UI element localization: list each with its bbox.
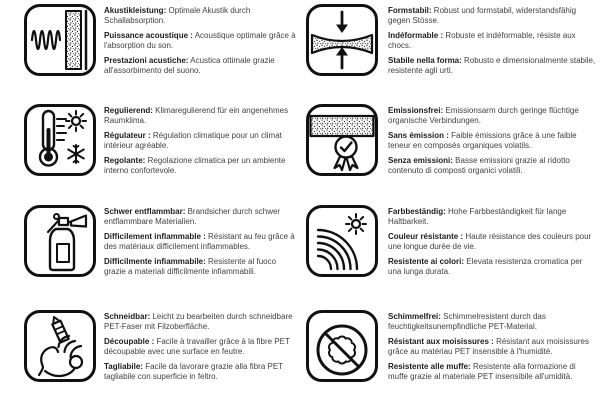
feature-card-emission-free [300,104,600,205]
text-it: Robusto e dimensionalmente stabile, resistente agli urti. [388,56,596,75]
text-de: Leicht zu bearbeiten durch schneidbare PET-Faser mit Filzoberfläche. [104,312,293,331]
shape-stability-icon [306,4,378,76]
text-it: Facile da lavorare grazie alla fibra PET tagliabile con superficie in feltro. [104,362,283,381]
feature-text-shape-stability [388,4,596,81]
text-it: Resistente alla formazione di muffe grazie al materiale PET insensibile all'umidità. [388,362,576,381]
label-fr: Difficilement inflammable : [104,232,206,241]
feature-text-acoustic [104,4,300,81]
color-fastness-icon [306,205,378,277]
label-de: Regulierend: [104,106,153,115]
feature-text-color-fastness [388,205,596,282]
label-it: Difficilmente infiammabile: [104,257,206,266]
text-it: Regolazione climatica per un ambiente interno confortevole. [104,156,286,175]
text-it: Basse emissioni grazie al ridotto contenuto di composti organici volatili. [388,156,570,175]
feature-card-acoustic [0,4,300,104]
label-fr: Résistant aux moisissures : [388,337,494,346]
text-de: Schimmelresistent durch das feuchtigkeitsunempfindliche PET-Material. [388,312,546,331]
feature-card-climate [0,104,300,205]
text-fr: Faible émissions grâce à une faible teneur en composés organiques volatils. [388,131,577,150]
text-de: Klimaregulierend für ein angenehmes Raumklima. [104,106,289,125]
feature-text-flame-retardant [104,205,300,282]
label-it: Resistente ai colori: [388,257,465,266]
label-de: Schimmelfrei: [388,312,441,321]
text-de: Emissionsarm durch geringe flüchtige organische Verbindungen. [388,106,579,125]
feature-text-emission-free [388,104,596,181]
label-de: Schwer entflammbar: [104,207,186,216]
feature-text-mold-free [388,310,596,387]
text-it: Elevata resistenza cromatica per una lunga durata. [388,257,583,276]
label-fr: Puissance acoustique : [104,31,193,40]
text-de: Brandsicher durch schwer entflammbare Materialien. [104,207,281,226]
label-it: Stabile nella forma: [388,56,462,65]
feature-card-shape-stability [300,4,600,104]
text-it: Resistente al fuoco grazie a materiali difficilmente infiammabili. [104,257,277,276]
label-it: Prestazioni acustiche: [104,56,189,65]
no-mold-icon [306,310,378,382]
label-de: Schneidbar: [104,312,151,321]
label-de: Emissionsfrei: [388,106,444,115]
label-fr: Découpable : [104,337,155,346]
emission-free-icon [306,104,378,176]
text-fr: Robuste et indéformable, résiste aux chocs. [388,31,576,50]
text-de: Robust und formstabil, widerstandsfähig gegen Stösse. [388,6,577,25]
label-it: Regolante: [104,156,146,165]
climate-regulation-icon [24,104,96,176]
feature-text-climate [104,104,300,181]
label-fr: Couleur résistante : [388,232,464,241]
feature-card-cuttable [0,310,300,404]
label-de: Akustikleistung: [104,6,167,15]
text-it: Acustica ottimale grazie all'assorbimento del suono. [104,56,275,75]
feature-card-flame-retardant [0,205,300,310]
sound-absorption-icon [24,4,96,76]
label-it: Senza emissioni: [388,156,453,165]
label-de: Farbbeständig: [388,207,446,216]
label-it: Tagliabile: [104,362,143,371]
text-fr: Acoustique optimale grâce à l'absorption du son. [104,31,296,50]
text-fr: Haute résistance des couleurs pour une longue durée de vie. [388,232,592,251]
label-de: Formstabil: [388,6,432,15]
hand-cutter-icon [24,310,96,382]
label-fr: Régulateur : [104,131,151,140]
feature-card-color-fastness [300,205,600,310]
text-fr: Facile à travailler grâce à la fibre PET découpable avec une surface en feutre. [104,337,290,356]
label-fr: Sans émission : [388,131,449,140]
feature-text-cuttable [104,310,300,387]
fire-extinguisher-icon [24,205,96,277]
label-fr: Indéformable : [388,31,444,40]
feature-card-mold-free [300,310,600,404]
text-fr: Résistant aux moisissures grâce au matériau PET insensible à l'humidité. [388,337,589,356]
text-fr: Régulation climatique pour un climat intérieur agréable. [104,131,282,150]
label-it: Resistente alle muffe: [388,362,471,371]
text-fr: Résistant au feu grâce à des matériaux difficilement inflammables. [104,232,295,251]
text-de: Hohe Farbbeständigkeit für lange Haltbarkeit. [388,207,567,226]
text-de: Optimale Akustik durch Schallabsorption. [104,6,251,25]
